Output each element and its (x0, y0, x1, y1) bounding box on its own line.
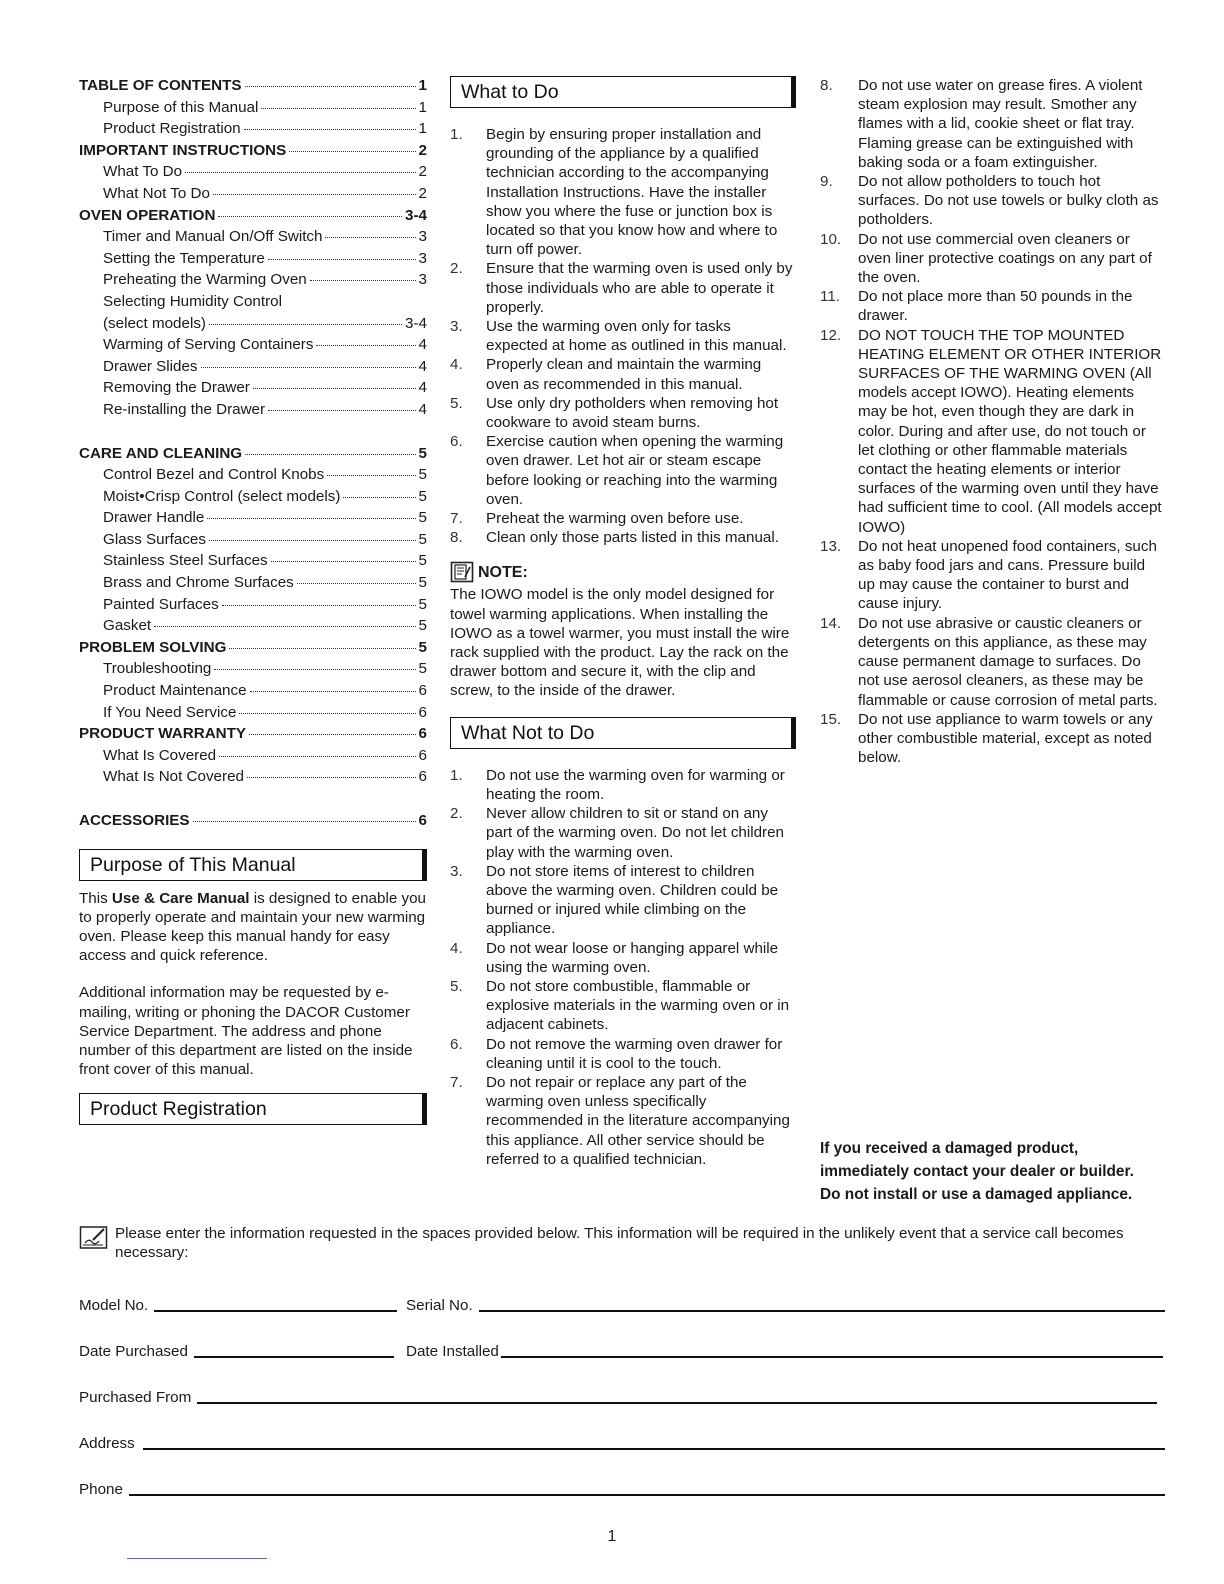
toc-gap (79, 422, 427, 444)
list-item: 9. Do not allow potholders to touch hot surfaces. Do not use towels or bulky cloth as potholders. (820, 173, 1159, 229)
what-not-to-do-list-continued (820, 76, 1165, 767)
toc-entry: Stainless Steel Surfaces 5 (103, 552, 427, 570)
toc-entry: Drawer Handle 5 (103, 509, 427, 527)
list-item: 6. Exercise caution when opening the warming oven drawer. Let hot air or steam escape before looking or reaching into the warming oven. (450, 433, 784, 508)
date-installed-field[interactable]: Date Installed (406, 1341, 1163, 1361)
toc-entry: Painted Surfaces 5 (103, 595, 427, 613)
toc-entry: Selecting Humidity Control (select models) 3-4 (103, 292, 427, 332)
toc-section: PRODUCT WARRANTY 6 (79, 725, 427, 743)
list-item: 10. Do not use commercial oven cleaners or oven liner protective coatings on any part of the oven. (820, 230, 1152, 287)
list-item: 11. Do not place more than 50 pounds in the drawer. (820, 288, 1133, 325)
list-item: 2. Ensure that the warming oven is used only by those individuals who are able to operate it properly. (450, 260, 793, 316)
list-item: 3. Use the warming oven only for tasks expected at home as outlined in this manual. (450, 318, 787, 355)
toc-entry: Purpose of this Manual 1 (103, 98, 427, 116)
toc-entry: Warming of Serving Containers 4 (103, 336, 427, 354)
list-item: 1. Do not use the warming oven for warming or heating the room. (450, 766, 785, 803)
toc-section: OVEN OPERATION 3-4 (79, 206, 427, 224)
list-item: 5. Do not store combustible, flammable or explosive materials in the warming oven or in adjacent cabinets. (450, 977, 790, 1034)
note-text: The IOWO model is the only model designed for towel warming applications. When installing the IOWO as a towel warmer, you must install the wire rack supplied with the product. Lay the rack on the drawer bottom and secure it, with the clip and screw, to the inside of the drawer. (450, 586, 790, 700)
product-registration-heading: Product Registration (79, 1093, 427, 1125)
left-column (79, 76, 427, 1125)
toc-entry: What Is Covered 6 (103, 746, 427, 764)
list-item: 4. Properly clean and maintain the warming oven as recommended in this manual. (450, 356, 762, 393)
list-item: 3. Do not store items of interest to children above the warming oven. Children could be burned or injured while climbing on the appliance. (450, 862, 779, 938)
list-item: 12. DO NOT TOUCH THE TOP MOUNTED HEATING ELEMENT OR OTHER INTERIOR SURFACES OF THE WARMING OVEN (All models accept IOWO). Heating elements may be hot, even though they are dark in color. During and after use, do not touch or let clothing or other flammable materials contact the heating elements or interior surfaces of the warming oven until they have had sufficient time to cool. (All models accept IOWO) (820, 326, 1162, 536)
right-column (820, 76, 1165, 767)
toc-entry: Drawer Slides 4 (103, 357, 427, 375)
phone-field[interactable]: Phone (79, 1479, 1165, 1499)
purchased-from-field[interactable]: Purchased From (79, 1387, 1157, 1407)
date-purchased-field[interactable]: Date Purchased (79, 1341, 394, 1361)
toc-entry: Setting the Temperature 3 (103, 249, 427, 267)
toc-section: IMPORTANT INSTRUCTIONS 2 (79, 141, 427, 159)
toc-entry: Glass Surfaces 5 (103, 530, 427, 548)
damaged-product-warning: If you received a damaged product, immediately contact your dealer or builder. Do not install or use a damaged appliance. (820, 1140, 1134, 1203)
what-to-do-heading: What to Do (450, 76, 796, 108)
toc-entry: Re-installing the Drawer 4 (103, 400, 427, 418)
registration-instruction: Please enter the information requested in the spaces provided below. This information will be required in the unlikely event that a service call becomes necessary: (79, 1224, 1169, 1262)
note-heading: NOTE: (450, 561, 796, 583)
toc-entry: Removing the Drawer 4 (103, 379, 427, 397)
list-item: 15. Do not use appliance to warm towels or any other combustible material, except as noted below. (820, 710, 1153, 767)
toc-entry: If You Need Service 6 (103, 703, 427, 721)
toc-entry: Moist•Crisp Control (select models) 5 (103, 487, 427, 505)
toc-entry: Control Bezel and Control Knobs 5 (103, 466, 427, 484)
list-item: 1. Begin by ensuring proper installation and grounding of the appliance by a qualified technician according to the accompanying Installation Instructions. Have the installer show you where the fuse or junction box is located so that you know how and where to turn off power. (450, 126, 778, 259)
pen-writing-icon (79, 1224, 109, 1250)
model-no-field[interactable]: Model No. (79, 1295, 397, 1315)
list-item: 7. Preheat the warming oven before use. (450, 510, 744, 528)
list-item: 8. Do not use water on grease fires. A violent steam explosion may result. Smother any flames with a lid, cookie sheet or flat tray. Flaming grease can be extinguished with baking soda or a foam extinguisher. (820, 77, 1143, 171)
footer-link-underline (127, 1558, 267, 1559)
toc-entry: What Not To Do 2 (103, 184, 427, 202)
toc-entry: Timer and Manual On/Off Switch 3 (103, 228, 427, 246)
toc-entry: What Is Not Covered 6 (103, 768, 427, 786)
list-item: 2. Never allow children to sit or stand on any part of the warming oven. Do not let children play with the warming oven. (450, 805, 785, 861)
toc-section: CARE AND CLEANING 5 (79, 444, 427, 462)
list-item: 14. Do not use abrasive or caustic cleaners or detergents on this appliance, as these may cause permanent damage to surfaces. Do not use aerosol cleaners, as these may be flammable or cause corrosion of metal parts. (820, 614, 1158, 709)
toc-entry: Brass and Chrome Surfaces 5 (103, 574, 427, 592)
toc-gap (79, 789, 427, 811)
list-item: 8. Clean only those parts listed in this manual. (450, 529, 779, 547)
purpose-paragraph-1: This Use & Care Manual is designed to enable you to properly operate and maintain your new warming oven. Please keep this manual handy for easy access and quick reference. (79, 889, 426, 965)
use-care-manual-bold: Use & Care Manual (111, 889, 250, 907)
list-item: 4. Do not wear loose or hanging apparel while using the warming oven. (450, 939, 779, 976)
purpose-paragraph-2: Additional information may be requested by e-mailing, writing or phoning the DACOR Customer Service Department. The address and phone number of this department are listed on the inside front cover of this manual. (79, 984, 413, 1079)
what-to-do-list (450, 125, 796, 547)
list-item: 13. Do not heat unopened food containers, such as baby food jars and cans. Pressure build up may cause the container to burst and cause injury. (820, 537, 1157, 613)
toc-section: TABLE OF CONTENTS 1 (79, 77, 427, 94)
toc-entry: Troubleshooting 5 (103, 660, 427, 678)
list-item: 5. Use only dry potholders when removing hot cookware to avoid steam burns. (450, 394, 779, 432)
toc-section: ACCESSORIES 6 (79, 812, 427, 829)
toc-entry: Preheating the Warming Oven 3 (103, 271, 427, 289)
toc-entry: What To Do 2 (103, 163, 427, 181)
list-item: 7. Do not repair or replace any part of the warming oven unless specifically recommended in the literature accompanying this appliance. All other service should be referred to a qualified technician. (450, 1073, 790, 1168)
toc-entry: Gasket 5 (103, 617, 427, 635)
toc-entry: Product Registration 1 (103, 120, 427, 138)
what-not-to-do-list (450, 766, 796, 1169)
middle-column (450, 76, 796, 1169)
note-icon (450, 561, 474, 583)
table-of-contents (79, 76, 427, 833)
toc-section: PROBLEM SOLVING 5 (79, 638, 427, 656)
address-field[interactable]: Address (79, 1433, 1165, 1453)
purpose-heading: Purpose of This Manual (79, 849, 427, 881)
toc-entry: Product Maintenance 6 (103, 682, 427, 700)
serial-no-field[interactable]: Serial No. (406, 1295, 1165, 1315)
page-number: 1 (607, 1528, 617, 1545)
what-not-to-do-heading: What Not to Do (450, 717, 796, 749)
list-item: 6. Do not remove the warming oven drawer for cleaning until it is cool to the touch. (450, 1035, 783, 1072)
